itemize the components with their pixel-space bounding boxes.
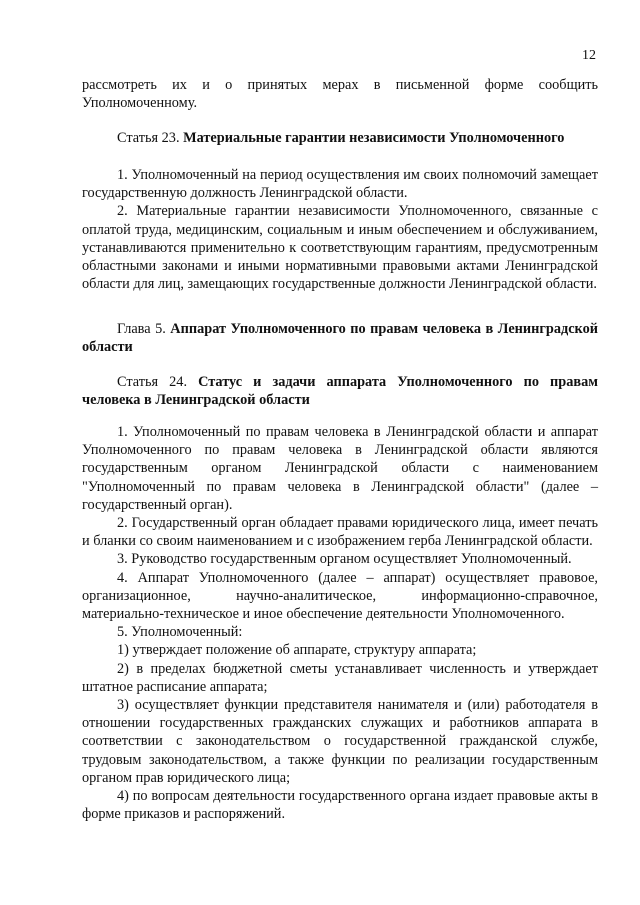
article-24-paragraph-1: 1. Уполномоченный по правам человека в Ленинградской области и аппарат Уполномоченного по правам человека в Ленинградской области являются государственным органом Ленинградской области с наименованием "Уполномоченный по правам человека в Ленинградской области" (далее – государственный орган). <box>82 424 598 513</box>
article-23-paragraph-1: 1. Уполномоченный на период осуществления им своих полномочий замещает государственную должность Ленинградской области. <box>82 167 598 202</box>
article-23-label: Статья 23. <box>117 130 180 146</box>
page-number: 12 <box>582 48 596 63</box>
chapter-5-label: Глава 5. <box>117 321 166 337</box>
article-24-title: Статус и задачи аппарата Уполномоченного по правам человека в Ленинградской области <box>82 374 598 409</box>
article-24-label: Статья 24. <box>117 374 188 390</box>
article-24-paragraph-2: 2. Государственный орган обладает правами юридического лица, имеет печать и бланки со своим наименованием и с изображением герба Ленинградской области. <box>82 515 598 550</box>
article-23-body <box>82 166 598 293</box>
article-24-paragraph-4: 4. Аппарат Уполномоченного (далее – аппарат) осуществляет правовое, организационное, научно-аналитическое, информационно-справочное, материально-техническое и иное обеспечение деятельности Уполномоченного. <box>82 569 598 623</box>
continuation-paragraph: рассмотреть их и о принятых мерах в письменной форме сообщить Уполномоченному. <box>82 77 598 112</box>
article-24-item-1: 1) утверждает положение об аппарате, структуру аппарата; <box>117 642 477 659</box>
article-23-title: Материальные гарантии независимости Уполномоченного <box>183 130 565 146</box>
article-24-heading <box>82 373 598 409</box>
article-24-paragraph-5: 5. Уполномоченный: <box>117 624 243 641</box>
continuation-text <box>82 76 598 112</box>
article-24-body <box>82 423 598 823</box>
chapter-5-heading <box>82 320 598 356</box>
article-23-paragraph-2: 2. Материальные гарантии независимости Уполномоченного, связанные с оплатой труда, медицинским, социальным и иным обеспечением и обслуживанием, устанавливаются применительно к соответствующим гарантиям, предусмотренным областными законами и иными нормативными правовыми актами Ленинградской области для лиц, замещающих государственные должности Ленинградской области. <box>82 203 598 293</box>
article-24-item-2: 2) в пределах бюджетной сметы устанавливает численность и утверждает штатное расписание аппарата; <box>82 660 598 695</box>
article-24-item-4: 4) по вопросам деятельности государственного органа издает правовые акты в форме приказов и распоряжений. <box>82 788 598 823</box>
article-24-item-3: 3) осуществляет функции представителя нанимателя и (или) работодателя в отношении государственных гражданских служащих и работников аппарата в соответствии с законодательством о государственной гражданской службе, трудовым законодательством, а также функции по реализации государственным органом прав юридического лица; <box>82 697 598 786</box>
article-23-heading <box>82 129 598 147</box>
chapter-5-title: Аппарат Уполномоченного по правам человека в Ленинградской области <box>82 321 598 356</box>
article-24-paragraph-3: 3. Руководство государственным органом осуществляет Уполномоченный. <box>117 551 572 568</box>
